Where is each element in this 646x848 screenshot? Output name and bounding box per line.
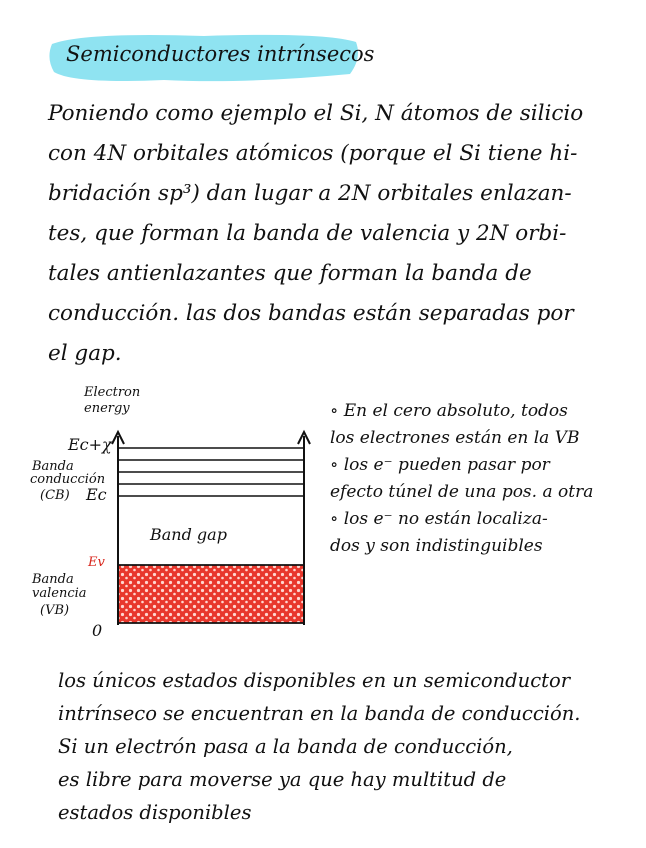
vb-label: Banda xyxy=(32,572,74,587)
page-title: Semiconductores intrínsecos xyxy=(66,42,375,66)
bullet-list xyxy=(330,398,640,560)
bullet-line: ∘ los e⁻ pueden pasar por xyxy=(330,455,550,475)
title-block xyxy=(44,28,375,86)
intro-line: el gap. xyxy=(48,341,122,366)
intro-line: bridación sp³) dan lugar a 2N orbitales enlazan- xyxy=(48,181,572,206)
intro-line: tes, que forman la banda de valencia y 2N orbi- xyxy=(48,221,567,246)
intro-line: con 4N orbitales atómicos (porque el Si tiene hi- xyxy=(48,141,578,166)
ev-label: Ev xyxy=(88,555,105,570)
band-gap-label: Band gap xyxy=(150,525,227,544)
closing-paragraph xyxy=(58,664,633,829)
bullet-line: dos y son indistinguibles xyxy=(330,536,543,556)
closing-line: Si un electrón pasa a la banda de conducción, xyxy=(58,735,513,758)
intro-line: conducción. las dos bandas están separadas por xyxy=(48,301,574,326)
zero-label: 0 xyxy=(92,621,103,640)
axis-label: Electron xyxy=(84,385,141,400)
cb-label: Banda xyxy=(32,459,74,474)
bullet-line: efecto túnel de una pos. a otra xyxy=(330,482,594,502)
cb-label: conducción xyxy=(30,472,106,487)
bullet-line: ∘ En el cero absoluto, todos xyxy=(330,401,568,421)
closing-line: los únicos estados disponibles en un semiconductor xyxy=(58,669,571,692)
vb-label: (VB) xyxy=(40,603,70,618)
energy-top-label: Ec+χ xyxy=(68,435,112,454)
ec-label: Ec xyxy=(86,485,107,504)
closing-line: es libre para moverse ya que hay multitud de xyxy=(58,768,507,791)
axis-label: energy xyxy=(84,401,130,416)
intro-line: tales antienlazantes que forman la banda de xyxy=(48,261,532,286)
closing-line: estados disponibles xyxy=(58,801,252,824)
cb-label: (CB) xyxy=(40,488,70,503)
intro-line: Poniendo como ejemplo el Si, N átomos de silicio xyxy=(48,101,584,126)
vb-label: valencia xyxy=(32,586,87,601)
valence-band-fill xyxy=(118,565,304,623)
bullet-line: los electrones están en la VB xyxy=(330,428,580,448)
closing-line: intrínseco se encuentran en la banda de conducción. xyxy=(58,702,581,725)
intro-paragraph xyxy=(48,94,623,374)
bullet-line: ∘ los e⁻ no están localiza- xyxy=(330,509,548,529)
